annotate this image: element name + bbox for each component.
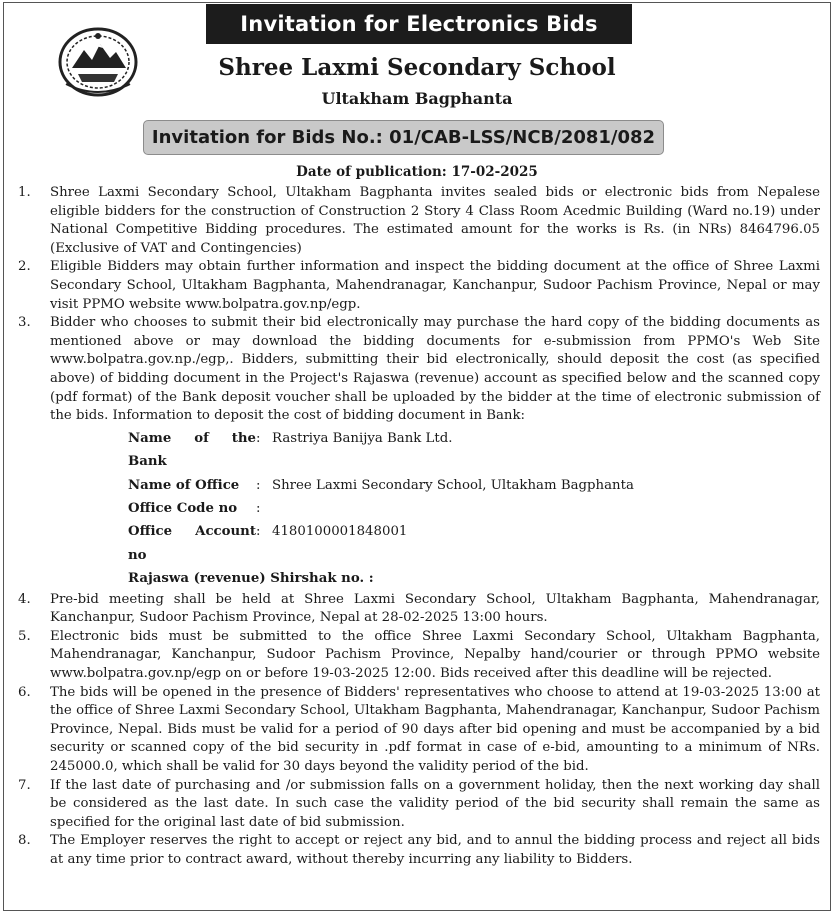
item-text: Bidder who chooses to submit their bid electronically may purchase the hard copy of the bidding documents as mentioned above or may download the bidding documents for e-submission from PPMO's Web Site www.bolpatra.gov.np./egp,. Bidders, submitting their bid electronically, should deposit the cost (as specified above) of bidding document in the Project's Rajaswa (revenue) account as specified below and the scanned copy (pdf format) of the Bank deposit voucher shall be uploaded by the bidder at the time of electronic submission of the bids. Information to deposit the cost of bidding document in Bank: [50, 315, 820, 424]
list-item [0, 684, 834, 777]
bank-sep: : [256, 477, 261, 493]
item-number: 4. [18, 591, 31, 607]
bank-row [128, 497, 820, 520]
bank-label: Rajaswa (revenue) Shirshak no. : [128, 571, 374, 587]
item-number: 1. [18, 185, 31, 200]
item-text: Pre-bid meeting shall be held at Shree Laxmi Secondary School, Ultakham Bagphanta, Mahendranagar, Kanchanpur, Sudoor Pachism Province, Nepal at 28-02-2025 13:00 hours. [50, 591, 820, 626]
bank-details [128, 427, 820, 591]
item-text: Electronic bids must be submitted to the office Shree Laxmi Secondary School, Ultakham Bagphanta, Mahendranagar, Kanchanpur, Sudoor Pachism Province, Nepalby hand/courier or through PPMO website www.bolpatra.gov.np/egp on or before 19-03-2025 12:00. Bids received after this deadline will be rejected. [50, 628, 820, 681]
item-number: 8. [18, 833, 31, 849]
list-item [0, 628, 834, 684]
bank-sep: : [256, 430, 261, 446]
list-item [0, 258, 834, 314]
bank-sep: : [256, 524, 261, 540]
list-item [0, 832, 834, 869]
item-number: 6. [18, 684, 31, 700]
item-number: 7. [18, 777, 31, 793]
bank-value: 4180100001848001 [272, 524, 408, 540]
bank-row [128, 474, 820, 497]
bank-label: Name of Office [128, 477, 240, 493]
bank-label: Name of the Bank [128, 430, 256, 470]
ifb-number: Invitation for Bids No.: 01/CAB-LSS/NCB/2081/082 [143, 120, 664, 155]
item-text: The bids will be opened in the presence of Bidders' representatives who choose to attend at 19-03-2025 13:00 at the office of Shree Laxmi Secondary School, Ultakham Bagphanta, Mahendranagar, Kanchanpur, Sudoor Pachism Province, Nepal. Bids must be valid for a period of 90 days after bid opening and must be accompanied by a bid security or scanned copy of the bid security in .pdf format in case of e-bid, amounting to a minimum of NRs. 245000.0, which shall be valid for 30 days beyond the validity period of the bid. [50, 684, 820, 774]
school-address: Ultakham Bagphanta [321, 89, 513, 108]
item-number: 3. [18, 315, 31, 331]
bank-sep: : [256, 500, 261, 516]
item-number: 5. [18, 628, 31, 644]
publication-date: Date of publication: 17-02-2025 [296, 164, 538, 180]
bank-label: Office Code no [128, 500, 238, 516]
notice-banner: Invitation for Electronics Bids [206, 4, 632, 44]
list-item [0, 777, 834, 833]
school-name: Shree Laxmi Secondary School [218, 54, 616, 81]
notice-items [0, 184, 834, 869]
list-item [0, 184, 834, 258]
bank-row [128, 567, 820, 590]
item-text: If the last date of purchasing and /or submission falls on a government holiday, then the next working day shall be considered as the last date. In such case the validity period of the bid security shall remain the same as specified for the original last date of bid submission. [50, 777, 820, 830]
list-item [0, 314, 834, 590]
list-item [0, 591, 834, 628]
item-text: Eligible Bidders may obtain further information and inspect the bidding document at the office of Shree Laxmi Secondary School, Ultakham Bagphanta, Mahendranagar, Kanchanpur, Sudoor Pachism Province, Nepal or may visit PPMO website www.bolpatra.gov.np/egp. [50, 259, 820, 312]
item-text: The Employer reserves the right to accept or reject any bid, and to annul the bidding process and reject all bids at any time prior to contract award, without thereby incurring any liability to Bidders. [50, 833, 820, 867]
bank-label: Office Account no [128, 524, 256, 563]
item-number: 2. [18, 259, 31, 275]
item-text: Shree Laxmi Secondary School, Ultakham Bagphanta invites sealed bids or electronic bids from Nepalese eligible bidders for the construction of Construction 2 Story 4 Class Room Acedmic Building (Ward no.19) under National Competitive Bidding procedures. The estimated amount for the works is Rs. (in NRs) 8464796.05 (Exclusive of VAT and Contingencies) [50, 185, 820, 256]
bank-row [128, 520, 820, 567]
bank-value: Shree Laxmi Secondary School, Ultakham Bagphanta [272, 477, 634, 493]
bank-value: Rastriya Banijya Bank Ltd. [272, 430, 453, 446]
bank-row [128, 427, 820, 474]
